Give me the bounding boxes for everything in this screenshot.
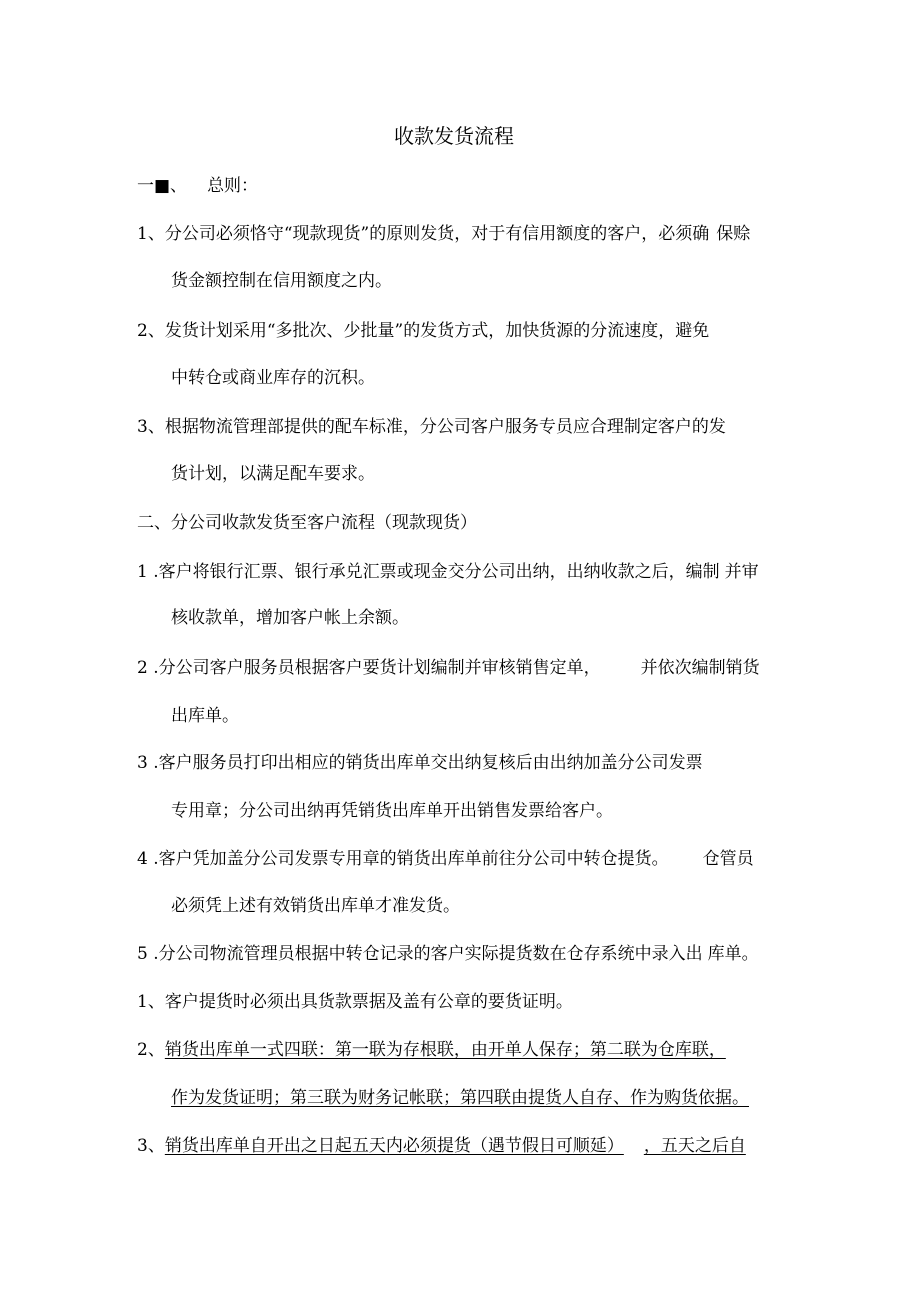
line-tail: 库单。	[707, 944, 759, 964]
line-text: 1、分公司必须恪守“现款现货”的原则发货，对于有信用额度的客户，必须确	[137, 224, 710, 244]
paragraph-line: 核收款单，增加客户帐上余额。	[171, 608, 409, 628]
paragraph-line	[137, 848, 754, 870]
paragraph-line: 货计划，以满足配车要求。	[171, 464, 375, 484]
line-text: 2 .分公司客户服务员根据客户要货计划编制并审核销售定单，	[137, 658, 601, 678]
heading-text: 总则：	[207, 176, 259, 196]
section-heading-1	[137, 175, 258, 197]
paragraph-line	[137, 561, 759, 583]
line-tail: 并依次编制销货	[640, 658, 760, 678]
paragraph-line	[137, 657, 760, 679]
line-text: 5 .分公司物流管理员根据中转仓记录的客户实际提货数在仓存系统中录入出	[137, 944, 703, 964]
paragraph-line: 1、客户提货时必须出具货款票据及盖有公章的要货证明。	[137, 992, 573, 1012]
paragraph-line: 货金额控制在信用额度之内。	[171, 271, 392, 291]
paragraph-line: 3 .客户服务员打印出相应的销货出库单交出纳复核后由出纳加盖分公司发票	[137, 753, 703, 773]
item-number: 2、	[137, 1040, 165, 1060]
paragraph-line	[137, 223, 750, 245]
line-tail: 仓管员	[702, 849, 754, 869]
page-title: 收款发货流程	[394, 124, 514, 148]
underlined-text-tail: ，五天之后自	[643, 1136, 746, 1156]
paragraph-line: 必须凭上述有效销货出库单才准发货。	[171, 896, 460, 916]
heading-prefix: 一■、	[137, 176, 188, 196]
paragraph-line	[137, 1039, 726, 1061]
line-text: 4 .客户凭加盖分公司发票专用章的销货出库单前往分公司中转仓提货。	[137, 849, 669, 869]
underlined-text: 销货出库单一式四联：第一联为存根联，由开单人保存；第二联为仓库联，	[164, 1040, 726, 1060]
line-tail: 保赊	[716, 224, 751, 244]
paragraph-line: 专用章；分公司出纳再凭销货出库单开出销售发票给客户。	[171, 801, 613, 821]
paragraph-line: 2、发货计划采用“多批次、少批量”的发货方式，加快货源的分流速度，避免	[137, 321, 710, 341]
section-heading-2: 二、分公司收款发货至客户流程（现款现货）	[137, 513, 477, 533]
line-tail: 并审	[724, 562, 759, 582]
underlined-line: 作为发货证明；第三联为财务记帐联；第四联由提货人自存、作为购货依据。	[171, 1088, 749, 1108]
underlined-text: 销货出库单自开出之日起五天内必须提货（遇节假日可顺延）	[164, 1136, 624, 1156]
paragraph-line	[137, 943, 759, 965]
paragraph-line	[137, 1135, 746, 1157]
paragraph-line: 出库单。	[171, 706, 239, 726]
paragraph-line: 3、根据物流管理部提供的配车标准，分公司客户服务专员应合理制定客户的发	[137, 417, 726, 437]
paragraph-line: 中转仓或商业库存的沉积。	[171, 368, 375, 388]
line-text: 1 .客户将银行汇票、银行承兑汇票或现金交分公司出纳，出纳收款之后，编制	[137, 562, 720, 582]
item-number: 3、	[137, 1136, 165, 1156]
